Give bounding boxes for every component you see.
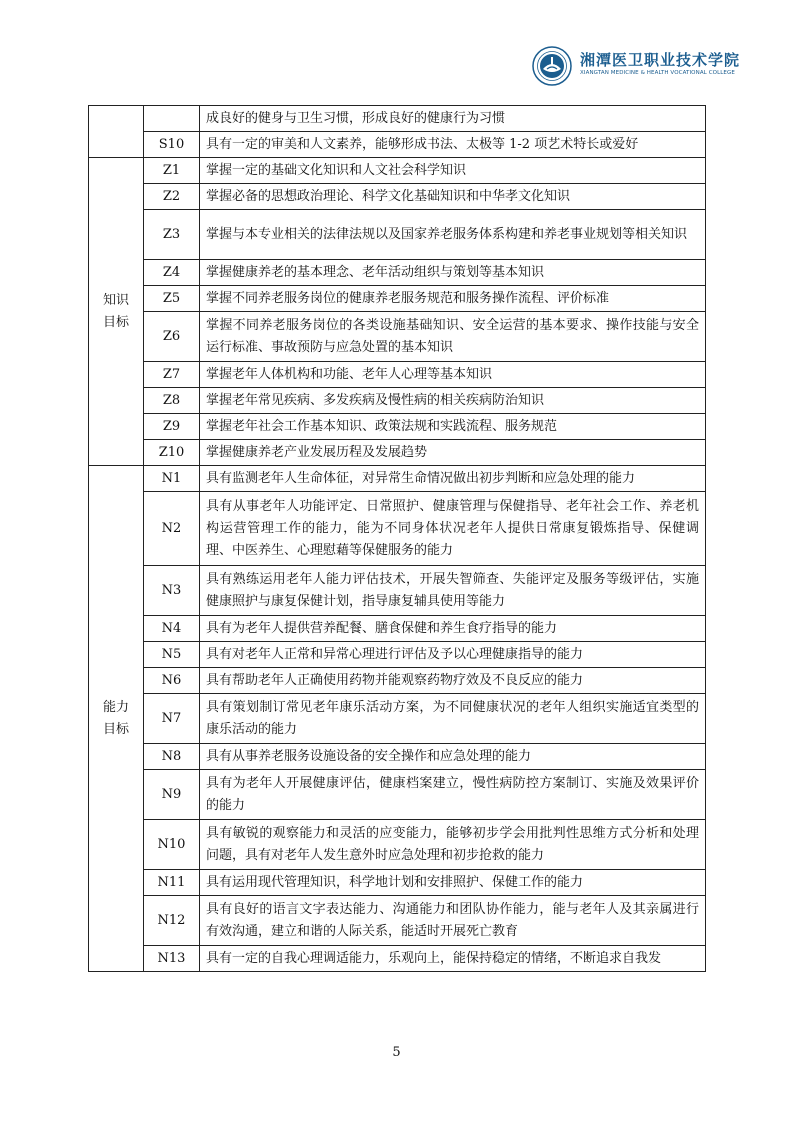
table-row [89, 286, 706, 312]
row-description: 具有从事养老服务设施设备的安全操作和应急处理的能力 [200, 744, 706, 770]
row-description: 具有策划制订常见老年康乐活动方案，为不同健康状况的老年人组织实施适宜类型的康乐活动的能力 [200, 694, 706, 744]
row-code: Z10 [144, 440, 200, 466]
table-row [89, 616, 706, 642]
row-code: Z2 [144, 184, 200, 210]
row-description: 掌握不同养老服务岗位的健康养老服务规范和服务操作流程、评价标准 [200, 286, 706, 312]
row-description: 具有良好的语言文字表达能力、沟通能力和团队协作能力，能与老年人及其亲属进行有效沟通，建立和谐的人际关系，能适时开展死亡教育 [200, 896, 706, 946]
table-row [89, 694, 706, 744]
college-name-en: XIANGTAN MEDICINE & HEALTH VOCATIONAL COLLEGE [580, 70, 735, 76]
table-row [89, 260, 706, 286]
row-code: S10 [144, 132, 200, 158]
page-number: 5 [392, 1045, 401, 1060]
row-code: N9 [144, 770, 200, 820]
row-code: N13 [144, 946, 200, 972]
row-description: 具有运用现代管理知识，科学地计划和安排照护、保健工作的能力 [200, 870, 706, 896]
category-label-line: 目标 [102, 314, 129, 330]
category-cell-ability [89, 466, 144, 972]
category-label-line: 知识 [102, 292, 129, 308]
category-cell-continued [89, 106, 144, 158]
row-code: N1 [144, 466, 200, 492]
table-row [89, 184, 706, 210]
row-code: N5 [144, 642, 200, 668]
row-code: N8 [144, 744, 200, 770]
row-code: N2 [144, 492, 200, 566]
row-code: N11 [144, 870, 200, 896]
college-name-cn: 湘潭医卫职业技术学院 [580, 51, 741, 69]
table-row [89, 388, 706, 414]
row-code: N10 [144, 820, 200, 870]
table-row [89, 870, 706, 896]
table-row [89, 492, 706, 566]
row-code: Z8 [144, 388, 200, 414]
table-row [89, 466, 706, 492]
table-row [89, 946, 706, 972]
row-description: 具有监测老年人生命体征，对异常生命情况做出初步判断和应急处理的能力 [200, 466, 706, 492]
row-code: Z3 [144, 210, 200, 260]
category-label-line: 能力 [102, 699, 129, 715]
row-description: 掌握必备的思想政治理论、科学文化基础知识和中华孝文化知识 [200, 184, 706, 210]
row-code: Z6 [144, 312, 200, 362]
category-label-line: 目标 [102, 721, 129, 737]
row-description: 具有敏锐的观察能力和灵活的应变能力，能够初步学会用批判性思维方式分析和处理问题，具有对老年人发生意外时应急处理和初步抢救的能力 [200, 820, 706, 870]
row-description: 成良好的健身与卫生习惯，形成良好的健康行为习惯 [200, 106, 706, 132]
category-cell-knowledge [89, 158, 144, 466]
row-description: 具有熟练运用老年人能力评估技术，开展失智筛查、失能评定及服务等级评估，实施健康照护与康复保健计划，指导康复辅具使用等能力 [200, 566, 706, 616]
table-row [89, 770, 706, 820]
row-description: 具有为老年人提供营养配餐、膳食保健和养生食疗指导的能力 [200, 616, 706, 642]
table-row [89, 566, 706, 616]
table-row [89, 312, 706, 362]
row-code: N7 [144, 694, 200, 744]
row-code [144, 106, 200, 132]
table-row [89, 440, 706, 466]
row-code: N12 [144, 896, 200, 946]
row-code: N4 [144, 616, 200, 642]
table-row [89, 642, 706, 668]
row-description: 掌握一定的基础文化知识和人文社会科学知识 [200, 158, 706, 184]
table-row [89, 210, 706, 260]
row-description: 掌握老年人体机构和功能、老年人心理等基本知识 [200, 362, 706, 388]
row-description: 具有对老年人正常和异常心理进行评估及予以心理健康指导的能力 [200, 642, 706, 668]
row-code: N6 [144, 668, 200, 694]
table-row [89, 158, 706, 184]
row-code: Z4 [144, 260, 200, 286]
row-description: 具有帮助老年人正确使用药物并能观察药物疗效及不良反应的能力 [200, 668, 706, 694]
row-code: Z1 [144, 158, 200, 184]
row-code: Z7 [144, 362, 200, 388]
row-description: 具有从事老年人功能评定、日常照护、健康管理与保健指导、老年社会工作、养老机构运营管理工作的能力，能为不同身体状况老年人提供日常康复锻炼指导、保健调理、中医养生、心理慰藉等保健服务的能力 [200, 492, 706, 566]
row-description: 掌握健康养老的基本理念、老年活动组织与策划等基本知识 [200, 260, 706, 286]
table-row [89, 668, 706, 694]
row-description: 掌握健康养老产业发展历程及发展趋势 [200, 440, 706, 466]
row-code: Z5 [144, 286, 200, 312]
row-description: 具有为老年人开展健康评估，健康档案建立，慢性病防控方案制订、实施及效果评价的能力 [200, 770, 706, 820]
table-row [89, 106, 706, 132]
college-logo [532, 46, 741, 86]
table-row [89, 132, 706, 158]
row-code: Z9 [144, 414, 200, 440]
row-description: 掌握老年社会工作基本知识、政策法规和实践流程、服务规范 [200, 414, 706, 440]
table-row [89, 362, 706, 388]
row-code: N3 [144, 566, 200, 616]
objectives-table [88, 105, 706, 972]
row-description: 具有一定的审美和人文素养，能够形成书法、太极等 1-2 项艺术特长或爱好 [200, 132, 706, 158]
row-description: 掌握老年常见疾病、多发疾病及慢性病的相关疾病防治知识 [200, 388, 706, 414]
table-row [89, 414, 706, 440]
table-row [89, 896, 706, 946]
row-description: 掌握不同养老服务岗位的各类设施基础知识、安全运营的基本要求、操作技能与安全运行标准、事故预防与应急处置的基本知识 [200, 312, 706, 362]
table-row [89, 744, 706, 770]
college-emblem-icon [532, 46, 572, 86]
row-description: 掌握与本专业相关的法律法规以及国家养老服务体系构建和养老事业规划等相关知识 [200, 210, 706, 260]
row-description: 具有一定的自我心理调适能力，乐观向上，能保持稳定的情绪，不断追求自我发 [200, 946, 706, 972]
table-row [89, 820, 706, 870]
